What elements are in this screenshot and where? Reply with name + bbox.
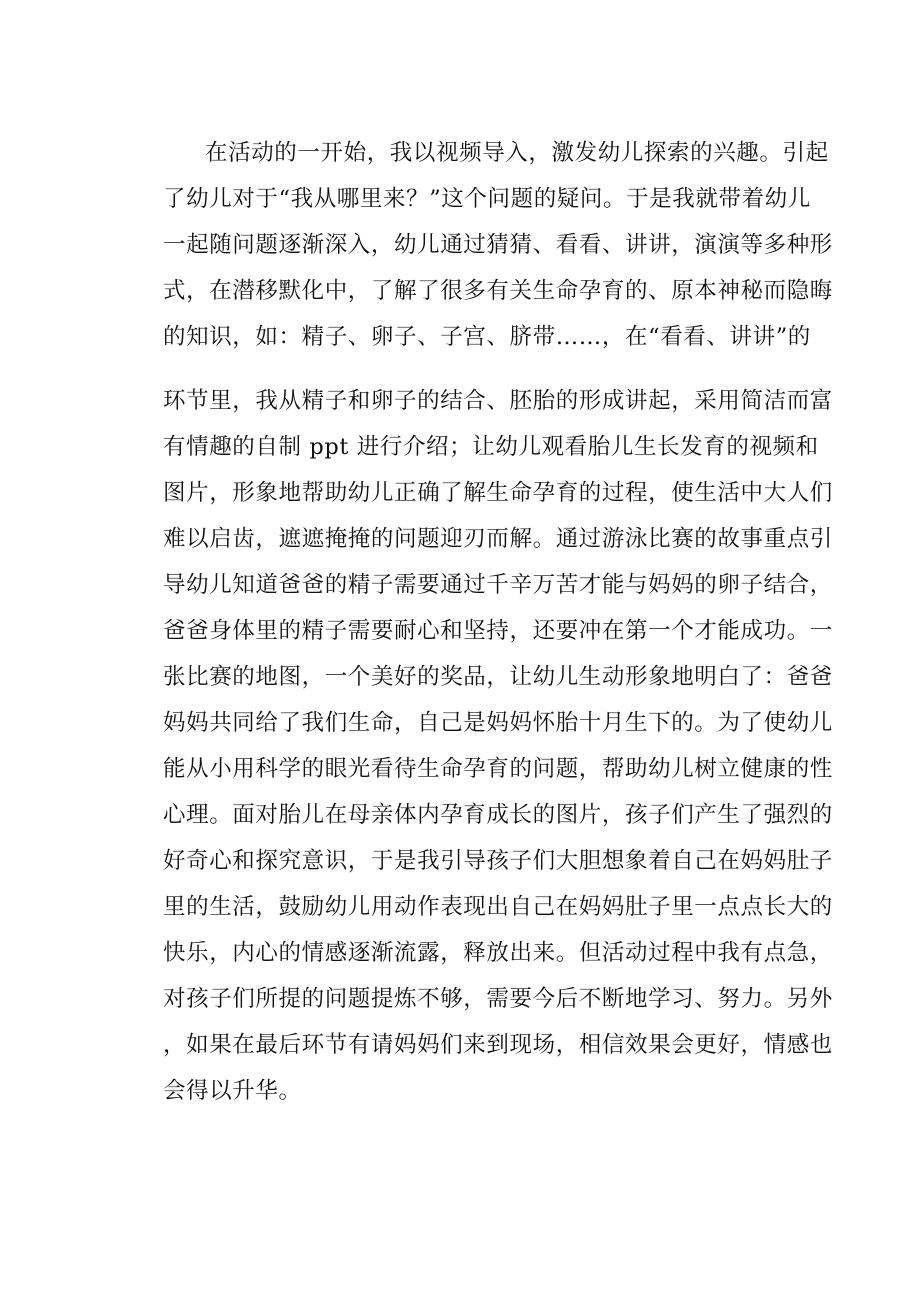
paragraph-line: 爸爸身体里的精子需要耐心和坚持，还要冲在第一个才能成功。一 [163, 618, 833, 644]
paragraph-line: 难以启齿，遮遮掩掩的问题迎刃而解。通过游泳比赛的故事重点引 [163, 526, 833, 552]
paragraph-line: 有情趣的自制 ppt 进行介绍；让幼儿观看胎儿生长发育的视频和 [163, 434, 819, 460]
paragraph-line: 妈妈共同给了我们生命，自己是妈妈怀胎十月生下的。为了使幼儿 [163, 710, 833, 736]
paragraph-line: 在活动的一开始，我以视频导入，激发幼儿探索的兴趣。引起 [205, 140, 829, 166]
paragraph-line: 图片，形象地帮助幼儿正确了解生命孕育的过程，使生活中大人们 [163, 480, 833, 506]
paragraph-line: 会得以升华。 [163, 1078, 302, 1104]
paragraph-line: ，如果在最后环节有请妈妈们来到现场，相信效果会更好，情感也 [163, 1032, 833, 1058]
paragraph-line: 导幼儿知道爸爸的精子需要通过千辛万苦才能与妈妈的卵子结合， [163, 572, 833, 598]
paragraph-line: 了幼儿对于“我从哪里来？”这个问题的疑问。于是我就带着幼儿 [163, 186, 811, 212]
paragraph-line: 里的生活，鼓励幼儿用动作表现出自己在妈妈肚子里一点点长大的 [163, 894, 833, 920]
paragraph-line: 一起随问题逐渐深入，幼儿通过猜猜、看看、讲讲，演演等多种形 [163, 232, 833, 258]
paragraph-line: 快乐，内心的情感逐渐流露，释放出来。但活动过程中我有点急， [163, 940, 833, 966]
paragraph-2 [163, 378, 833, 1114]
paragraph-line: 环节里，我从精子和卵子的结合、胚胎的形成讲起，采用简洁而富 [163, 388, 833, 414]
paragraph-line: 式，在潜移默化中，了解了很多有关生命孕育的、原本神秘而隐晦 [163, 278, 833, 304]
paragraph-line: 的知识，如：精子、卵子、子宫、脐带……，在“看看、讲讲”的 [163, 324, 811, 350]
paragraph-line: 张比赛的地图，一个美好的奖品，让幼儿生动形象地明白了：爸爸 [163, 664, 833, 690]
paragraph-line: 能从小用科学的眼光看待生命孕育的问题，帮助幼儿树立健康的性 [163, 756, 833, 782]
paragraph-line: 对孩子们所提的问题提炼不够，需要今后不断地学习、努力。另外 [163, 986, 833, 1012]
paragraph-line: 心理。面对胎儿在母亲体内孕育成长的图片，孩子们产生了强烈的 [163, 802, 833, 828]
paragraph-1 [163, 130, 833, 360]
paragraph-line: 好奇心和探究意识，于是我引导孩子们大胆想象着自己在妈妈肚子 [163, 848, 833, 874]
